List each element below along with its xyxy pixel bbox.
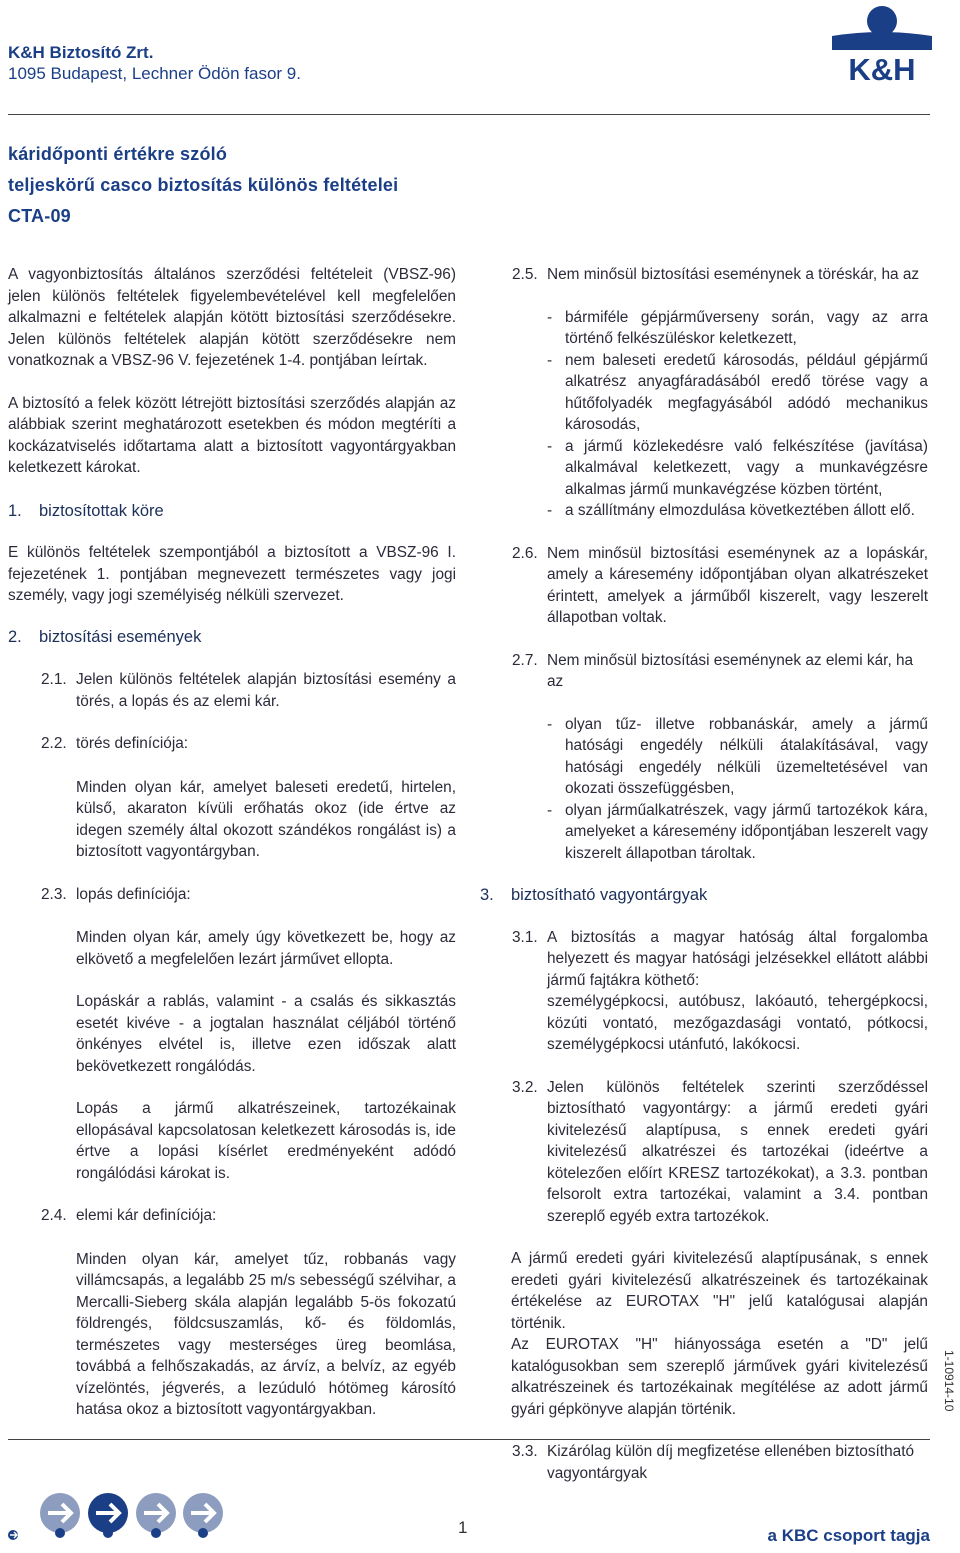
- item-2-4-number: 2.4.: [41, 1207, 67, 1224]
- section-2-continued: [480, 264, 928, 864]
- item-3-3-text: Kizárólag külön díj megfizetése ellenében biztosítható vagyontárgyak: [547, 1443, 915, 1482]
- item-3-1-text: A biztosítás a magyar hatóság által forgalomba helyezett és magyar hatósági jelzésekkel ellátott alábbi jármű fajtákra köthető:: [547, 928, 928, 989]
- list-item: - olyan járműalkatrészek, vagy jármű tartozékok kára, amelyeket a káresemény időpontjában leszerelt vagy kiszerelt állapotban tároltak.: [547, 801, 928, 862]
- title-line-2: teljeskörű casco biztosítás különös feltételei: [8, 175, 399, 195]
- item-2-4-text: elemi kár definíciója:: [76, 1207, 217, 1224]
- section-2-body: [8, 669, 456, 1421]
- item-2-3-text: lopás definíciója:: [76, 885, 191, 903]
- item-2-7-number: 2.7.: [512, 651, 538, 669]
- list-item: - a jármű közlekedésre való felkészítése (javítása) alkalmával keletkezett, vagy a munkavégzésre alkalmas jármű munkavégzése közben történt,: [547, 437, 928, 498]
- section-2-heading: [8, 627, 456, 649]
- header-divider: [8, 114, 930, 115]
- kh-logo: [832, 4, 932, 84]
- title-line-3: CTA-09: [8, 206, 71, 226]
- item-2-4-body: Minden olyan kár, amelyet tűz, robbanás vagy villámcsapás, a legalább 25 m/s sebességű szélvihar, a Mercalli-Sieberg skála alapján legalább 5-ös fokozatú földrengés, földcsuszamlás, kő- és földomlás, természetes vagy mesterséges üreg beomlása, továbbá a felhőszakadás, az árvíz, a belvíz, az egyéb vízelöntés, jégverés, a lezúduló hótömeg károsító hatása okoz a biztosított vagyontárgyakban.: [76, 1250, 456, 1418]
- item-2-3-body-3: Lopás a jármű alkatrészeinek, tartozékainak ellopásával kapcsolatosan keletkezett károsodás is, ide értve a lopási kísérlet eredményeként adódó rongálódási károkat is.: [76, 1100, 456, 1182]
- section-1-title: biztosítottak köre: [39, 501, 164, 520]
- eurotax-paragraph-2: Az EUROTAX "H" hiányossága esetén a "D" jelű katalógusokban sem szereplő járművek gyári kivitelezésű alkatrészeinek és tartozékainak megítélése az adott jármű gyári gépkönyve alapján történik.: [511, 1336, 928, 1418]
- right-column: [480, 264, 928, 1484]
- title-line-1: káridőponti értékre szóló: [8, 144, 228, 164]
- item-3-3: [512, 1441, 928, 1484]
- section-1-heading: [8, 501, 456, 523]
- intro-paragraph-1: A vagyonbiztosítás általános szerződési feltételeit (VBSZ-96) jelen különös feltételek figyelembevételével kell megfelelően alkalmazni e feltételek alapján kötött biztosítási szerződésekre. Jelen különös feltételek alapján kötött szerződésekre nem vonatkoznak a VBSZ-96 V. fejezetének 1-4. pontjában leírtak.: [8, 266, 456, 369]
- item-2-6-number: 2.6.: [512, 544, 538, 562]
- decorative-arrows: [8, 1493, 228, 1548]
- arrow-right-icon: [136, 1493, 176, 1538]
- arrow-right-icon: [183, 1493, 223, 1538]
- item-2-7-text: Nem minősül biztosítási eseménynek az elemi kár, ha az: [547, 651, 914, 690]
- item-2-5: [512, 264, 928, 522]
- section-3-title: biztosítható vagyontárgyak: [511, 886, 708, 904]
- item-3-2-number: 3.2.: [512, 1078, 538, 1096]
- item-2-6-text: Nem minősül biztosítási eseménynek az a lopáskár, amely a káresemény időpontjában olyan alkatrészeket érintett, amelyek a járműből kiszerelt, vagy leszerelt állapotban voltak.: [547, 544, 928, 626]
- eurotax-paragraph-1: A jármű eredeti gyári kivitelezésű alaptípusának, s ennek eredeti gyári kivitelezésű alkatrészeinek és tartozékainak értékelése az EUROTAX "H" jelű katalógusai alapján történik.: [511, 1250, 928, 1332]
- item-3-3-number: 3.3.: [512, 1443, 538, 1460]
- item-3-2: [512, 1077, 928, 1228]
- item-2-5-number: 2.5.: [512, 266, 538, 283]
- list-item: - a szállítmány elmozdulása következtében állott elő.: [547, 502, 915, 519]
- item-2-1-number: 2.1.: [41, 671, 67, 688]
- item-3-3-wrap: [480, 1441, 928, 1484]
- kbc-tagline: a KBC csoport tagja: [767, 1526, 930, 1545]
- item-2-5-list: [547, 307, 928, 522]
- logo-text: K&H: [848, 52, 916, 84]
- item-2-2: [41, 733, 456, 863]
- company-address: 1095 Budapest, Lechner Ödön fasor 9.: [8, 64, 301, 83]
- eurotax-block: [480, 1248, 928, 1420]
- section-3-body: [480, 927, 928, 1228]
- arrow-right-icon: [8, 1530, 18, 1540]
- page-number: 1: [458, 1518, 468, 1537]
- arrow-right-icon: [88, 1493, 128, 1538]
- item-2-3-body-1: Minden olyan kár, amely úgy következett be, hogy az elkövető a megfelelően lezárt járművet ellopta.: [76, 929, 456, 968]
- item-2-3-number: 2.3.: [41, 885, 67, 903]
- item-2-7: [512, 650, 928, 865]
- section-3-number: 3.: [480, 886, 494, 904]
- document-code: 1-10914-10: [942, 1350, 956, 1412]
- section-1-text: E különös feltételek szempontjából a biztosított a VBSZ-96 I. fejezetének 1. pontjában megnevezett természetes vagy jogi személy, vagy jogi személyiség nélküli szervezet.: [8, 544, 456, 604]
- item-2-6: [512, 543, 928, 629]
- item-3-1-number: 3.1.: [512, 928, 538, 946]
- list-item: - olyan tűz- illetve robbanáskár, amely a jármű hatósági engedély nélküli átalakításával, vagy hatósági engedély nélküli üzemeltetésével van okozati összefüggésben,: [547, 715, 928, 797]
- list-item: - nem baleseti eredetű károsodás, például gépjármű alkatrész anyagfáradásából eredő törése vagy a hűtőfolyadék megfagyásából adódó mechanikus károsodás,: [547, 351, 928, 433]
- item-2-1-text: Jelen különös feltételek alapján biztosítási esemény a törés, a lopás és az elemi kár.: [76, 671, 456, 710]
- item-3-2-text: Jelen különös feltételek szerinti szerződéssel biztosítható vagyontárgy: a jármű eredeti gyári kivitelezésű alaptípusa, s ennek eredeti gyári kivitelezésű alkatrészei és tartozékai (ideértve a kötelezően előírt KRESZ tartozékokat), a 3.3. pontban felsorolt extra tartozékai, valamint a 3.4. pontban szereplő egyéb extra tartozékok.: [547, 1078, 928, 1225]
- section-1-number: 1.: [8, 501, 22, 520]
- arrow-right-icon: [40, 1493, 80, 1538]
- item-2-5-text: Nem minősül biztosítási eseménynek a töréskár, ha az: [547, 266, 920, 283]
- item-2-1: [41, 669, 456, 712]
- item-2-2-number: 2.2.: [41, 735, 67, 752]
- item-2-7-list: [547, 714, 928, 865]
- item-3-1-list: személygépkocsi, autóbusz, lakóautó, tehergépkocsi, közúti vontató, mezőgazdasági vontató, pótkocsi, személygépkocsi utánfutó, lakókocsi.: [547, 993, 928, 1053]
- section-3-heading: [480, 885, 928, 907]
- section-2-title: biztosítási események: [39, 627, 202, 646]
- list-item: - bármiféle gépjárműverseny során, vagy az arra történő felkészüléskor keletkezett,: [547, 308, 928, 347]
- company-name: K&H Biztosító Zrt.: [8, 43, 154, 62]
- item-2-4: [41, 1205, 456, 1421]
- section-2-number: 2.: [8, 627, 22, 646]
- item-2-2-body: Minden olyan kár, amelyet baleseti eredetű, hirtelen, külső, akaraton kívüli erőhatás okoz (ide értve az idegen személy által okozott szándékos rongálást is) a biztosított vagyontárgyban.: [76, 778, 456, 860]
- item-2-2-text: törés definíciója:: [76, 735, 189, 752]
- item-3-1: [512, 927, 928, 1056]
- company-header: [8, 42, 301, 84]
- item-2-3-body-2: Lopáskár a rablás, valamint - a csalás és sikkasztás esetét kivéve - a jogtalan használat céljából történő önkényes elvétel is, illetve ezen időszak alatt bekövetkezett rongálódás.: [76, 993, 456, 1075]
- left-column: [8, 264, 456, 1421]
- document-title: [8, 139, 398, 232]
- item-2-3: [41, 884, 456, 1185]
- footer-divider: [8, 1439, 930, 1440]
- intro-paragraph-2: A biztosító a felek között létrejött biztosítási szerződés alapján az alábbiak szerint meghatározott esetekben és módon megtéríti a kockázatviselés időtartama alatt a biztosított vagyontárgyakban keletkezett károkat.: [8, 394, 456, 476]
